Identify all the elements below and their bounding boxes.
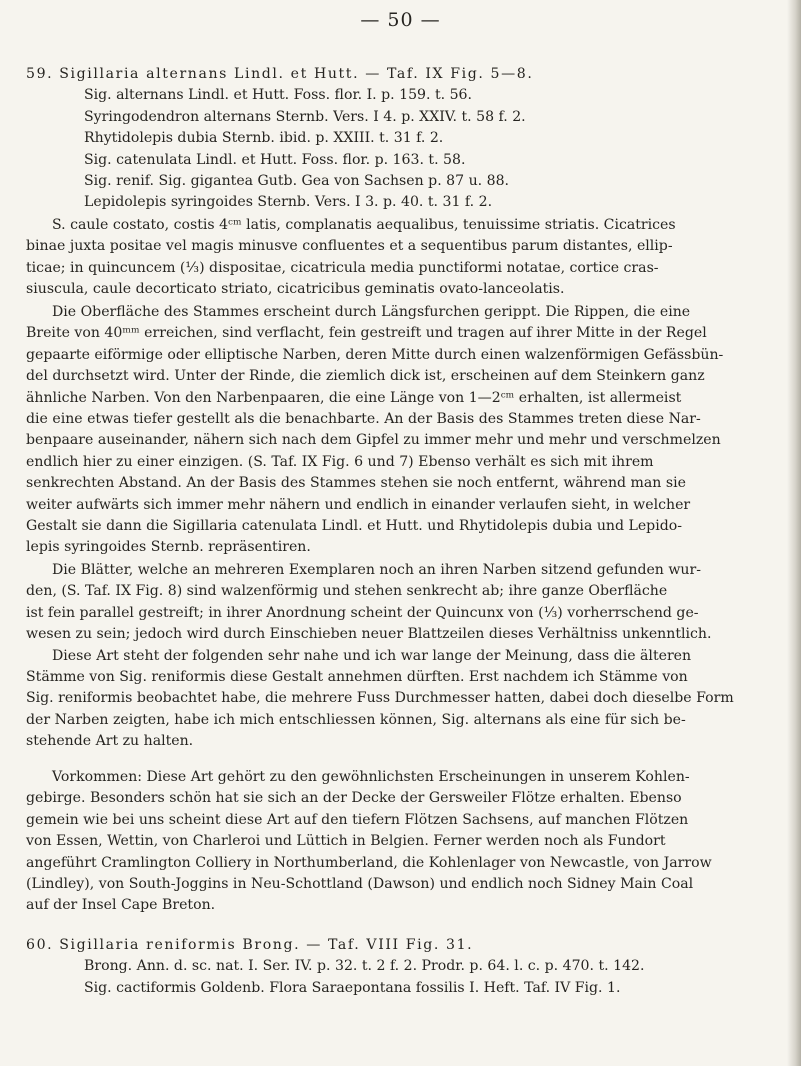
- page-edge-shadow: [787, 0, 801, 1066]
- text-line: auf der Insel Cape Breton.: [26, 897, 216, 914]
- synonym-line: Brong. Ann. d. sc. nat. I. Ser. IV. p. 32. t. 2 f. 2. Prodr. p. 64. l. c. p. 470. t. 142.: [84, 958, 645, 975]
- text-line: Vorkommen: Diese Art gehört zu den gewöhnlichsten Erscheinungen in unserem Kohlen-: [52, 769, 690, 785]
- text-line: endlich hier zu einer einzigen. (S. Taf. IX Fig. 6 und 7) Ebenso verhält es sich mit ihrem: [26, 453, 654, 470]
- text-line: lepis syringoides Sternb. repräsentiren.: [26, 539, 311, 556]
- latin-description: [26, 215, 776, 301]
- synonym-line: Lepidolepis syringoides Sternb. Vers. I 3. p. 40. t. 31 f. 2.: [84, 194, 493, 211]
- synonym-line: Sig. alternans Lindl. et Hutt. Foss. flor. I. p. 159. t. 56.: [84, 87, 472, 104]
- paragraph-leaves: [26, 560, 776, 753]
- text-line: weiter aufwärts sich immer mehr nähern und endlich in einander verlaufen sieht, in welcher: [26, 496, 691, 513]
- entry-60: [26, 935, 776, 999]
- text-line: der Narben zeigten, habe ich mich entschliessen können, Sig. alternans als eine für sich be-: [26, 711, 686, 728]
- paragraph-morphology: [26, 302, 776, 559]
- text-line: Stämme von Sig. reniformis diese Gestalt annehmen dürften. Erst nachdem ich Stämme von: [26, 668, 688, 685]
- text-line: Die Oberfläche des Stammes erscheint durch Längsfurchen gerippt. Die Rippen, die eine: [52, 304, 691, 320]
- text-line: ähnliche Narben. Von den Narbenpaaren, die eine Länge von 1—2ᶜᵐ erhalten, ist allermeist: [26, 389, 682, 406]
- synonym-line: Sig. cactiformis Goldenb. Flora Saraepontana fossilis I. Heft. Taf. IV Fig. 1.: [84, 979, 621, 996]
- entry-59: [26, 64, 776, 214]
- text-line: die eine etwas tiefer gestellt als die benachbarte. An der Basis des Stammes treten diese Nar-: [26, 410, 701, 427]
- text-line: Sig. reniformis beobachtet habe, die mehrere Fuss Durchmesser hatten, dabei doch dieselbe Form: [26, 690, 734, 707]
- text-line: angeführt Cramlington Colliery in Northumberland, die Kohlenlager von Newcastle, von Jarrow: [26, 854, 712, 871]
- paragraph-occurrence: [26, 767, 776, 917]
- text-line: stehende Art zu halten.: [26, 733, 194, 750]
- text-line: Breite von 40ᵐᵐ erreichen, sind verflacht, fein gestreift und tragen auf ihrer Mitte in der Regel: [26, 325, 707, 342]
- text-line: S. caule costato, costis 4ᶜᵐ latis, complanatis aequalibus, tenuissime striatis. Cicatrices: [52, 217, 676, 233]
- synonym-line: Sig. renif. Sig. gigantea Gutb. Gea von Sachsen p. 87 u. 88.: [84, 172, 510, 189]
- text-line: Die Blätter, welche an mehreren Exemplaren noch an ihren Narben sitzend gefunden wur-: [52, 562, 701, 578]
- synonym-line: Rhytidolepis dubia Sternb. ibid. p. XXIII. t. 31 f. 2.: [84, 130, 444, 147]
- text-line: del durchsetzt wird. Unter der Rinde, die ziemlich dick ist, erscheinen auf dem Steinkern ganz: [26, 368, 705, 385]
- text-line: benpaare auseinander, nähern sich nach dem Gipfel zu immer mehr und mehr und verschmelzen: [26, 432, 721, 449]
- text-line: wesen zu sein; jedoch wird durch Einschieben neuer Blattzeilen dieses Verhältniss unkenntlich.: [26, 626, 712, 643]
- text-line: gepaarte eiförmige oder elliptische Narben, deren Mitte durch einen walzenförmigen Gefässbün-: [26, 346, 724, 363]
- text-line: (Lindley), von South-Joggins in Neu-Schottland (Dawson) und endlich noch Sidney Main Coal: [26, 875, 694, 892]
- text-line: von Essen, Wettin, von Charleroi und Lüttich in Belgien. Ferner werden noch als Fundort: [26, 833, 666, 850]
- text-line: Diese Art steht der folgenden sehr nahe und ich war lange der Meinung, dass die älteren: [52, 647, 692, 664]
- text-line: ticae; in quincuncem (⅓) dispositae, cicatricula media punctiformi notatae, cortice cras-: [26, 259, 659, 276]
- text-line: Gestalt sie dann die Sigillaria catenulata Lindl. et Hutt. und Rhytidolepis dubia und Lepido-: [26, 517, 682, 534]
- text-line: gemein wie bei uns scheint diese Art auf den tiefern Flötzen Sachsens, auf manchen Flötzen: [26, 811, 689, 828]
- entry-59-heading: 59. Sigillaria alternans Lindl. et Hutt. — Taf. IX Fig. 5—8.: [26, 66, 534, 82]
- entry-60-heading: 60. Sigillaria reniformis Brong. — Taf. VIII Fig. 31.: [26, 937, 474, 953]
- text-line: siuscula, caule decorticato striato, cicatricibus geminatis ovato-lanceolatis.: [26, 281, 565, 298]
- text-line: senkrechten Abstand. An der Basis des Stammes stehen sie noch entfernt, während man sie: [26, 475, 686, 492]
- text-line: ist fein parallel gestreift; in ihrer Anordnung scheint der Quincunx von (⅓) vorherrschend ge-: [26, 604, 699, 621]
- synonym-line: Syringodendron alternans Sternb. Vers. I 4. p. XXIV. t. 58 f. 2.: [84, 108, 526, 125]
- synonym-line: Sig. catenulata Lindl. et Hutt. Foss. flor. p. 163. t. 58.: [84, 151, 466, 168]
- text-line: binae juxta positae vel magis minusve confluentes et a sequentibus parum distantes, ellip-: [26, 238, 673, 255]
- text-line: den, (S. Taf. IX Fig. 8) sind walzenförmig und stehen senkrecht ab; ihre ganze Oberfläche: [26, 583, 668, 600]
- page-number: — 50 —: [360, 9, 441, 31]
- text-line: gebirge. Besonders schön hat sie sich an der Decke der Gersweiler Flötze erhalten. Ebenso: [26, 790, 682, 807]
